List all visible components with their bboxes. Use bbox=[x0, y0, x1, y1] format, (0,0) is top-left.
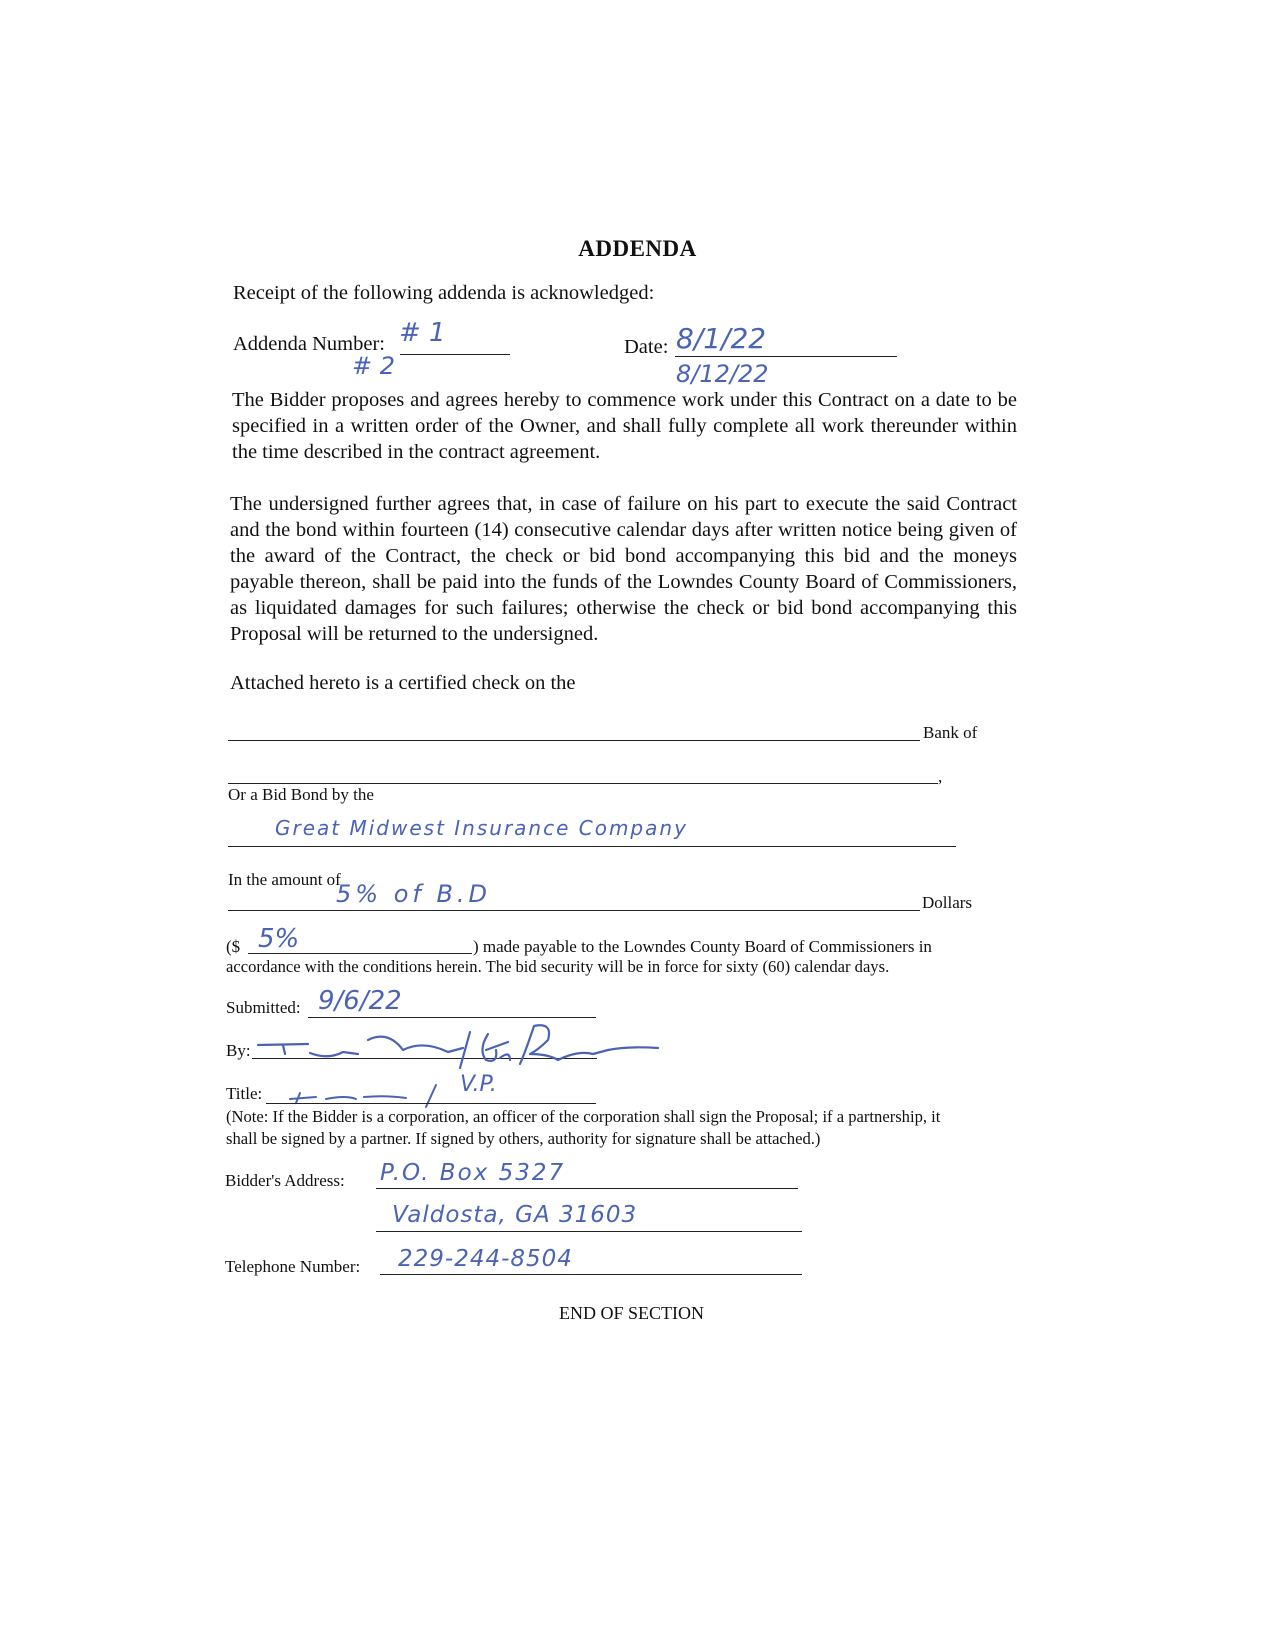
receipt-line: Receipt of the following addenda is acknowledged: bbox=[233, 282, 655, 304]
comma-mark: , bbox=[938, 767, 943, 786]
title-handwritten: V.P. bbox=[460, 1072, 497, 1097]
title-name-scribble bbox=[286, 1083, 456, 1108]
submitted-date: 9/6/22 bbox=[318, 986, 402, 1016]
submitted-label: Submitted: bbox=[226, 998, 301, 1017]
address-line-2-rule[interactable] bbox=[376, 1231, 802, 1232]
addenda-number-2: # 2 bbox=[352, 352, 396, 380]
telephone-line[interactable] bbox=[380, 1274, 802, 1275]
surety-name: Great Midwest Insurance Company bbox=[275, 816, 688, 840]
signature-image bbox=[248, 1020, 678, 1080]
amount-figure: 5% bbox=[258, 924, 300, 954]
payable-text bbox=[473, 936, 1010, 958]
amount-line[interactable] bbox=[228, 910, 920, 911]
bank-line[interactable] bbox=[228, 740, 920, 741]
amount-figure-line[interactable] bbox=[248, 953, 472, 954]
accordance-text: accordance with the conditions herein. The bid security will be in force for sixty (60) calendar days. bbox=[226, 957, 890, 976]
paragraph-liquidated-damages: The undersigned further agrees that, in case of failure on his part to execute the said Contract and the bond within fourteen (14) consecutive calendar days after written notice being given of the award of the Contract, the check or bid bond accompanying this bid and the moneys payable thereon, shall be paid into the funds of the Lowndes County Board of Commissioners, as liquidated damages for such failures; otherwise the check or bid bond accompanying this Proposal will be returned to the undersigned. bbox=[230, 493, 1017, 645]
address-label: Bidder's Address: bbox=[225, 1171, 345, 1190]
address-line-1: P.O. Box 5327 bbox=[380, 1160, 566, 1186]
by-label bbox=[226, 1040, 251, 1062]
date-line[interactable] bbox=[675, 356, 897, 357]
paragraph-commence-work: The Bidder proposes and agrees hereby to commence work under this Contract on a date to be specified in a written order of the Owner, and shall fully complete all work thereunder within the time described in the contract agreement. bbox=[232, 389, 1017, 463]
dollar-open: ($ bbox=[226, 937, 241, 956]
end-of-section-text: END OF SECTION bbox=[558, 1303, 704, 1323]
telephone-number: 229-244-8504 bbox=[398, 1246, 573, 1272]
submitted-line[interactable] bbox=[308, 1017, 596, 1018]
date-1: 8/1/22 bbox=[676, 322, 767, 355]
note-line-2: shall be signed by a partner. If signed by others, authority for signature shall be attached.) bbox=[226, 1129, 821, 1148]
bid-bond-label: Or a Bid Bond by the bbox=[228, 785, 374, 804]
addenda-number-line[interactable] bbox=[400, 354, 510, 355]
payable-text-span: ) made payable to the Lowndes County Board of Commissioners in bbox=[473, 937, 932, 956]
dollars-label: Dollars bbox=[922, 893, 973, 912]
addenda-number-label: Addenda Number: bbox=[233, 333, 385, 355]
amount-label: In the amount of bbox=[228, 870, 341, 889]
telephone-label: Telephone Number: bbox=[225, 1257, 361, 1276]
bank-of-label: Bank of bbox=[923, 723, 978, 742]
attached-line: Attached hereto is a certified check on the bbox=[230, 672, 576, 694]
end-of-section bbox=[0, 1302, 1275, 1324]
note-line-1: (Note: If the Bidder is a corporation, an officer of the corporation shall sign the Proposal; if a partnership, it bbox=[226, 1107, 941, 1126]
amount-words: 5% of B.D bbox=[336, 880, 492, 908]
page-title: ADDENDA bbox=[578, 236, 697, 261]
address-line-2: Valdosta, GA 31603 bbox=[392, 1202, 638, 1228]
surety-line[interactable] bbox=[228, 846, 956, 847]
title-line[interactable] bbox=[266, 1103, 596, 1104]
by-label-text: By: bbox=[226, 1041, 251, 1060]
addenda-number-1: # 1 bbox=[399, 318, 446, 348]
title-label: Title: bbox=[226, 1084, 263, 1103]
date-label: Date: bbox=[624, 336, 669, 358]
date-2: 8/12/22 bbox=[676, 360, 769, 388]
address-line-1-rule[interactable] bbox=[376, 1188, 798, 1189]
